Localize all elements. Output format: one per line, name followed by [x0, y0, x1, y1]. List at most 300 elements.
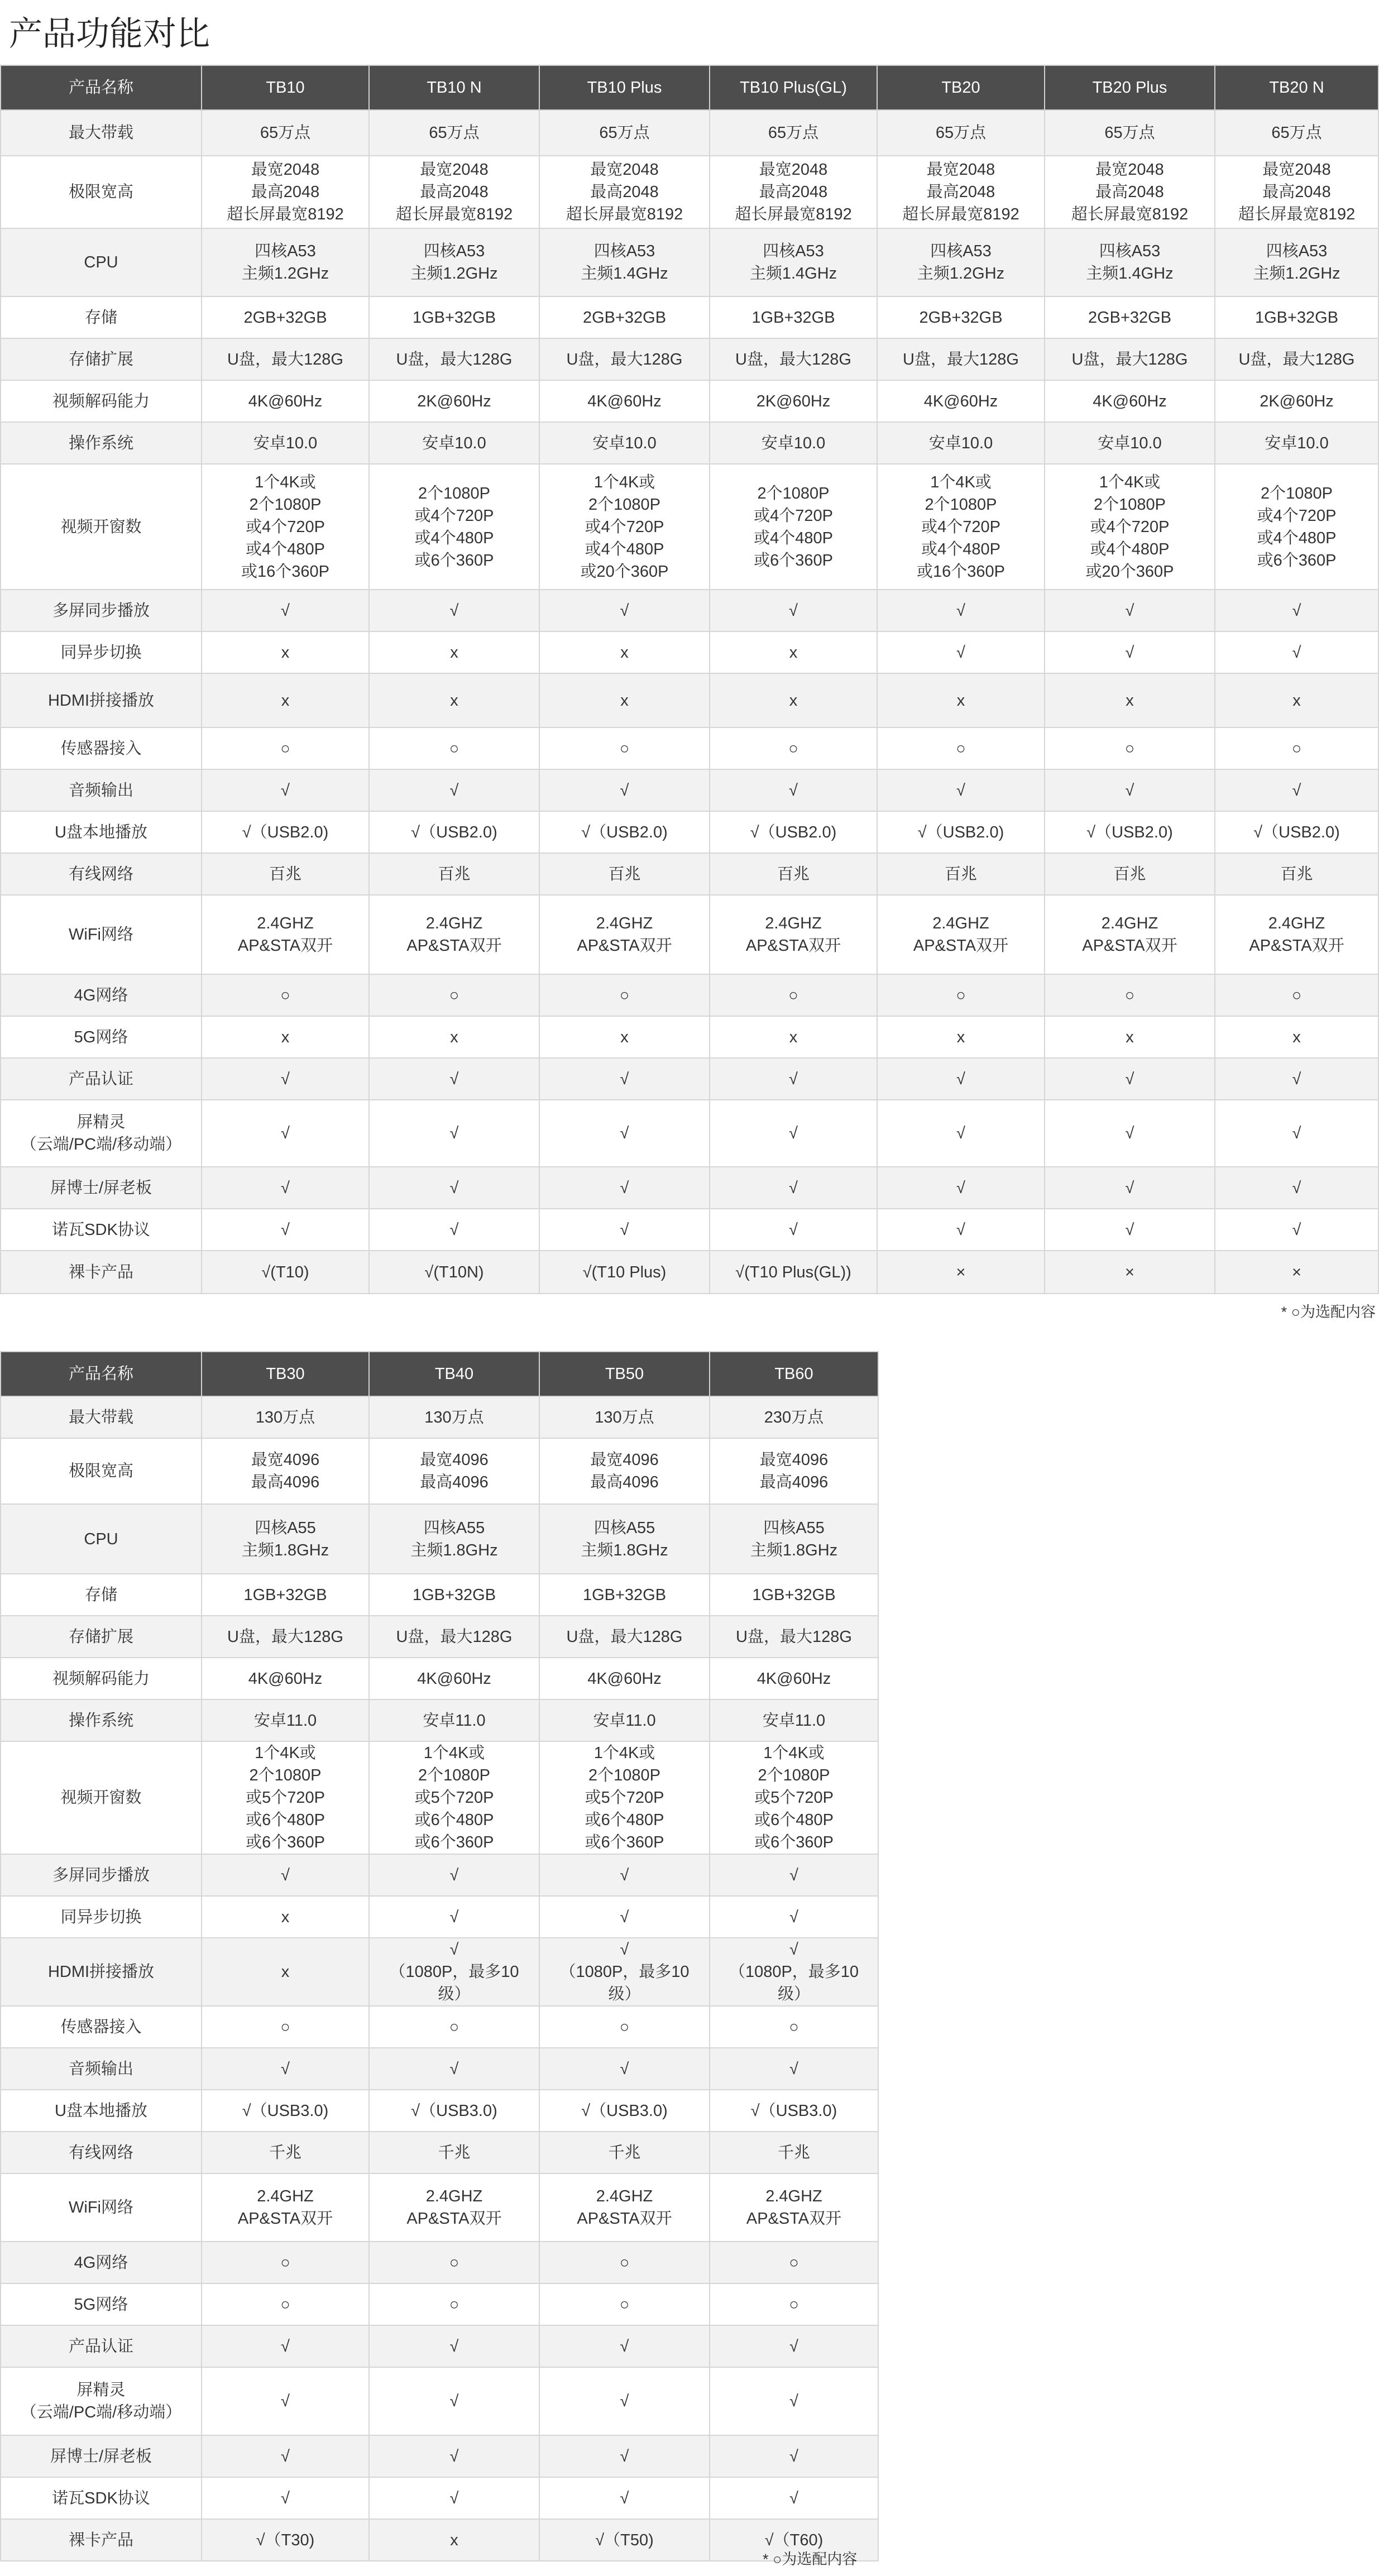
table-cell: x — [877, 1016, 1045, 1058]
table-row — [1, 2367, 878, 2435]
table-cell: √ — [1215, 631, 1378, 673]
row-label: 有线网络 — [1, 2132, 202, 2173]
header-cell-product: TB10 — [202, 65, 369, 110]
table-cell: 130万点 — [539, 1396, 710, 1438]
table-cell: 65万点 — [1215, 110, 1378, 156]
header-cell-product: TB60 — [710, 1352, 878, 1396]
table-cell: 最宽4096 最高4096 — [202, 1438, 369, 1504]
table-cell: 230万点 — [710, 1396, 878, 1438]
table-cell: ○ — [710, 974, 877, 1016]
table-row — [1, 1938, 878, 2006]
table-cell: 65万点 — [539, 110, 710, 156]
row-label: 诺瓦SDK协议 — [1, 1209, 202, 1251]
table-row — [1, 2325, 878, 2367]
table-row — [1, 1896, 878, 1938]
row-label: 视频解码能力 — [1, 380, 202, 422]
row-label: HDMI拼接播放 — [1, 1938, 202, 2006]
table-cell: √ — [202, 1209, 369, 1251]
table-cell: 1GB+32GB — [202, 1574, 369, 1616]
header-cell-product: TB30 — [202, 1352, 369, 1396]
table-cell: 1个4K或 2个1080P 或4个720P 或4个480P 或20个360P — [539, 464, 710, 590]
row-label: 屏精灵 （云端/PC端/移动端） — [1, 1100, 202, 1167]
table-cell: 四核A53 主频1.4GHz — [710, 228, 877, 296]
table-cell: 安卓10.0 — [1045, 422, 1215, 464]
header-cell-label: 产品名称 — [1, 1352, 202, 1396]
table-cell: √ — [710, 1209, 877, 1251]
table-cell: ○ — [539, 2283, 710, 2325]
table-row — [1, 1251, 1378, 1294]
table-cell: √ — [369, 1058, 539, 1100]
table-cell: 1个4K或 2个1080P 或4个720P 或4个480P 或20个360P — [1045, 464, 1215, 590]
table-cell: 1个4K或 2个1080P 或5个720P 或6个480P 或6个360P — [202, 1741, 369, 1854]
table-cell: 四核A55 主频1.8GHz — [369, 1504, 539, 1574]
table-row — [1, 2090, 878, 2132]
table-cell: × — [877, 1251, 1045, 1294]
table-cell: √（USB2.0) — [202, 811, 369, 853]
table-cell: 4K@60Hz — [202, 380, 369, 422]
table-cell: 130万点 — [369, 1396, 539, 1438]
table-cell: 最宽2048 最高2048 超长屏最宽8192 — [369, 156, 539, 228]
table-cell: 千兆 — [369, 2132, 539, 2173]
table-cell: U盘，最大128G — [710, 1616, 878, 1658]
table-row — [1, 156, 1378, 228]
table-row — [1, 673, 1378, 727]
table-row — [1, 974, 1378, 1016]
table-cell: ○ — [202, 727, 369, 769]
table-cell: 1GB+32GB — [710, 1574, 878, 1616]
table-cell: 安卓10.0 — [539, 422, 710, 464]
table-cell: √（T50) — [539, 2519, 710, 2561]
table-cell: 2.4GHZ AP&STA双开 — [1215, 895, 1378, 974]
table-cell: 安卓10.0 — [1215, 422, 1378, 464]
table-row — [1, 228, 1378, 296]
table-row — [1, 2048, 878, 2090]
table-cell: √(T10 Plus(GL)) — [710, 1251, 877, 1294]
table-row — [1, 853, 1378, 895]
table-cell: U盘，最大128G — [539, 1616, 710, 1658]
table-cell: √(T10N) — [369, 1251, 539, 1294]
table-cell: √ — [369, 1209, 539, 1251]
table-cell: ○ — [710, 2283, 878, 2325]
table-cell: x — [202, 1016, 369, 1058]
table-cell: × — [1215, 1251, 1378, 1294]
table-cell: 1个4K或 2个1080P 或5个720P 或6个480P 或6个360P — [369, 1741, 539, 1854]
table-row — [1, 1854, 878, 1896]
header-cell-product: TB20 N — [1215, 65, 1378, 110]
table-cell: 安卓11.0 — [369, 1699, 539, 1741]
row-label: 操作系统 — [1, 1699, 202, 1741]
row-label: 音频输出 — [1, 769, 202, 811]
table-cell: 最宽2048 最高2048 超长屏最宽8192 — [710, 156, 877, 228]
table-row — [1, 464, 1378, 590]
table-cell: √ — [877, 631, 1045, 673]
row-label: 传感器接入 — [1, 2006, 202, 2048]
table-cell: √ — [539, 2435, 710, 2477]
table-cell: √ — [1045, 590, 1215, 631]
table-cell: 130万点 — [202, 1396, 369, 1438]
table-row — [1, 2132, 878, 2173]
table-cell: 四核A53 主频1.2GHz — [369, 228, 539, 296]
table-cell: √ — [877, 590, 1045, 631]
table-cell: √ — [369, 2477, 539, 2519]
row-label: HDMI拼接播放 — [1, 673, 202, 727]
table-row — [1, 1100, 1378, 1167]
table-cell: 65万点 — [202, 110, 369, 156]
row-label: 视频开窗数 — [1, 1741, 202, 1854]
header-row — [1, 65, 1378, 110]
table-row — [1, 769, 1378, 811]
row-label: 产品认证 — [1, 1058, 202, 1100]
table-cell: ○ — [202, 974, 369, 1016]
table-row — [1, 338, 1378, 380]
table-cell: 百兆 — [369, 853, 539, 895]
table-cell: 安卓11.0 — [202, 1699, 369, 1741]
table-cell: x — [877, 673, 1045, 727]
row-label: CPU — [1, 1504, 202, 1574]
table-cell: √ — [1045, 1058, 1215, 1100]
table-cell: 百兆 — [877, 853, 1045, 895]
table-cell: √ — [710, 1167, 877, 1209]
table-row — [1, 1016, 1378, 1058]
table-cell: √ — [877, 1100, 1045, 1167]
table-cell: U盘，最大128G — [369, 1616, 539, 1658]
table-cell: √ — [539, 2367, 710, 2435]
table-cell: 4K@60Hz — [1045, 380, 1215, 422]
table-cell: ○ — [1215, 727, 1378, 769]
optional-note: * ○为选配内容 — [763, 2551, 858, 2568]
table-cell: √ — [369, 2435, 539, 2477]
table-cell: ○ — [877, 727, 1045, 769]
table-cell: 2个1080P 或4个720P 或4个480P 或6个360P — [1215, 464, 1378, 590]
row-label: 产品认证 — [1, 2325, 202, 2367]
table-cell: √（USB3.0) — [539, 2090, 710, 2132]
table-cell: ○ — [539, 974, 710, 1016]
table-cell: U盘，最大128G — [1045, 338, 1215, 380]
table-cell: √ — [539, 1854, 710, 1896]
table-cell: 2个1080P 或4个720P 或4个480P 或6个360P — [369, 464, 539, 590]
table-cell: √ — [369, 2048, 539, 2090]
row-label: 裸卡产品 — [1, 2519, 202, 2561]
table-cell: 安卓11.0 — [539, 1699, 710, 1741]
table-cell: x — [1045, 673, 1215, 727]
comparison-table-tb10-series — [0, 65, 1379, 1294]
table-cell: 1GB+32GB — [369, 1574, 539, 1616]
table-cell: √ — [710, 1896, 878, 1938]
header-cell-product: TB40 — [369, 1352, 539, 1396]
table-cell: 2.4GHZ AP&STA双开 — [1045, 895, 1215, 974]
table-cell: 2GB+32GB — [1045, 296, 1215, 338]
table-cell: U盘，最大128G — [1215, 338, 1378, 380]
table-cell: √（USB3.0) — [202, 2090, 369, 2132]
row-label: 同异步切换 — [1, 1896, 202, 1938]
table-cell: × — [1045, 1251, 1215, 1294]
table-cell: U盘，最大128G — [710, 338, 877, 380]
table-row — [1, 2242, 878, 2283]
table-cell: √ — [202, 590, 369, 631]
table-cell: x — [539, 1016, 710, 1058]
table-cell: ○ — [202, 2242, 369, 2283]
table-row — [1, 296, 1378, 338]
header-cell-product: TB10 N — [369, 65, 539, 110]
table-cell: 千兆 — [710, 2132, 878, 2173]
header-cell-label: 产品名称 — [1, 65, 202, 110]
table-cell: 1GB+32GB — [539, 1574, 710, 1616]
table-cell: √ — [539, 2325, 710, 2367]
table-cell: √ — [202, 1854, 369, 1896]
table-cell: √ — [710, 2048, 878, 2090]
page-title: 产品功能对比 — [9, 15, 210, 52]
header-cell-product: TB10 Plus — [539, 65, 710, 110]
table-cell: √ — [369, 2325, 539, 2367]
table-cell: ○ — [369, 727, 539, 769]
table-row — [1, 1616, 878, 1658]
table-cell: 2.4GHZ AP&STA双开 — [369, 895, 539, 974]
table-cell: √ — [202, 2325, 369, 2367]
table-cell: 1个4K或 2个1080P 或4个720P 或4个480P 或16个360P — [877, 464, 1045, 590]
table-cell: 百兆 — [1045, 853, 1215, 895]
table-cell: x — [202, 1896, 369, 1938]
table-cell: √ — [539, 1100, 710, 1167]
table-cell: √ — [1045, 769, 1215, 811]
table-cell: √ — [1215, 769, 1378, 811]
table-cell: √ — [539, 1896, 710, 1938]
table-cell: U盘，最大128G — [539, 338, 710, 380]
table-cell: 四核A53 主频1.4GHz — [539, 228, 710, 296]
row-label: 最大带载 — [1, 1396, 202, 1438]
table-cell: ○ — [1045, 727, 1215, 769]
table-cell: √（USB2.0) — [369, 811, 539, 853]
table-cell: 2.4GHZ AP&STA双开 — [877, 895, 1045, 974]
table-cell: √ — [1215, 1100, 1378, 1167]
table-cell: x — [202, 673, 369, 727]
table-cell: 四核A53 主频1.2GHz — [877, 228, 1045, 296]
table-row — [1, 1741, 878, 1854]
table-row — [1, 2006, 878, 2048]
table-cell: √ — [369, 2367, 539, 2435]
row-label: 视频解码能力 — [1, 1658, 202, 1699]
row-label: 4G网络 — [1, 2242, 202, 2283]
table-cell: √ — [1215, 1167, 1378, 1209]
table-cell: 4K@60Hz — [877, 380, 1045, 422]
table-cell: ○ — [710, 2242, 878, 2283]
table-row — [1, 1396, 878, 1438]
table-cell: x — [369, 631, 539, 673]
table-cell: √（USB2.0) — [539, 811, 710, 853]
row-label: 存储扩展 — [1, 338, 202, 380]
table-cell: √ — [710, 590, 877, 631]
table-row — [1, 1658, 878, 1699]
table-cell: ○ — [369, 974, 539, 1016]
table-cell: √ — [710, 1058, 877, 1100]
table-cell: 千兆 — [202, 2132, 369, 2173]
table-cell: √ — [877, 1167, 1045, 1209]
row-label: WiFi网络 — [1, 895, 202, 974]
table-cell: √ — [710, 1854, 878, 1896]
table-row — [1, 2435, 878, 2477]
table-cell: √(T10) — [202, 1251, 369, 1294]
table-cell: ○ — [877, 974, 1045, 1016]
row-label: 屏博士/屏老板 — [1, 2435, 202, 2477]
table-row — [1, 1574, 878, 1616]
row-label: 有线网络 — [1, 853, 202, 895]
table-row — [1, 631, 1378, 673]
table-cell: x — [202, 631, 369, 673]
table-row — [1, 2519, 878, 2561]
table-cell: √ — [202, 769, 369, 811]
table-cell: U盘，最大128G — [369, 338, 539, 380]
table-cell: x — [369, 673, 539, 727]
table-cell: √ — [369, 590, 539, 631]
header-cell-product: TB10 Plus(GL) — [710, 65, 877, 110]
row-label: 存储 — [1, 1574, 202, 1616]
table-cell: √ — [539, 1058, 710, 1100]
table-cell: 4K@60Hz — [539, 380, 710, 422]
table-cell: 2GB+32GB — [539, 296, 710, 338]
table-row — [1, 2173, 878, 2242]
table-cell: √ — [202, 2048, 369, 2090]
table-cell: 最宽2048 最高2048 超长屏最宽8192 — [202, 156, 369, 228]
table-cell: √ — [1045, 1167, 1215, 1209]
row-label: 同异步切换 — [1, 631, 202, 673]
table-cell: x — [369, 1016, 539, 1058]
table-cell: √（T30) — [202, 2519, 369, 2561]
table-cell: √ — [539, 2477, 710, 2519]
row-label: 视频开窗数 — [1, 464, 202, 590]
table-cell: 2GB+32GB — [202, 296, 369, 338]
table-cell: ○ — [369, 2283, 539, 2325]
table-cell: √ — [539, 1167, 710, 1209]
table-row — [1, 1699, 878, 1741]
table-cell: 安卓10.0 — [877, 422, 1045, 464]
row-label: 存储 — [1, 296, 202, 338]
table-cell: x — [369, 2519, 539, 2561]
table-cell: √（USB2.0) — [710, 811, 877, 853]
table-cell: √ — [539, 590, 710, 631]
table-cell: 四核A55 主频1.8GHz — [710, 1504, 878, 1574]
row-label: 裸卡产品 — [1, 1251, 202, 1294]
row-label: WiFi网络 — [1, 2173, 202, 2242]
table-row — [1, 895, 1378, 974]
table-cell: √ — [539, 2048, 710, 2090]
table-cell: 1GB+32GB — [710, 296, 877, 338]
table-cell: 百兆 — [1215, 853, 1378, 895]
table-cell: 安卓10.0 — [710, 422, 877, 464]
table-cell: x — [202, 1938, 369, 2006]
table-cell: √ — [1215, 1058, 1378, 1100]
table-cell: 4K@60Hz — [202, 1658, 369, 1699]
table-cell: 百兆 — [202, 853, 369, 895]
table-cell: 安卓11.0 — [710, 1699, 878, 1741]
row-label: 多屏同步播放 — [1, 1854, 202, 1896]
table-cell: 1个4K或 2个1080P 或4个720P 或4个480P 或16个360P — [202, 464, 369, 590]
table-cell: √（USB2.0) — [1215, 811, 1378, 853]
row-label: CPU — [1, 228, 202, 296]
row-label: 4G网络 — [1, 974, 202, 1016]
table-cell: ○ — [710, 727, 877, 769]
row-label: 5G网络 — [1, 2283, 202, 2325]
table-cell: √ — [1215, 590, 1378, 631]
row-label: U盘本地播放 — [1, 2090, 202, 2132]
table-cell: ○ — [539, 727, 710, 769]
table-cell: x — [1045, 1016, 1215, 1058]
table-cell: 2.4GHZ AP&STA双开 — [202, 895, 369, 974]
table-cell: √ （1080P，最多10 级） — [710, 1938, 878, 2006]
row-label: 诺瓦SDK协议 — [1, 2477, 202, 2519]
table-row — [1, 110, 1378, 156]
table-cell: √（USB2.0) — [877, 811, 1045, 853]
table-cell: 1GB+32GB — [1215, 296, 1378, 338]
table-cell: U盘，最大128G — [202, 338, 369, 380]
table-cell: 四核A53 主频1.4GHz — [1045, 228, 1215, 296]
row-label: 操作系统 — [1, 422, 202, 464]
table-row — [1, 811, 1378, 853]
table-cell: √ — [710, 2435, 878, 2477]
header-cell-product: TB50 — [539, 1352, 710, 1396]
table-row — [1, 1209, 1378, 1251]
table-cell: 1个4K或 2个1080P 或5个720P 或6个480P 或6个360P — [539, 1741, 710, 1854]
table-cell: √ — [369, 1100, 539, 1167]
table-cell: 千兆 — [539, 2132, 710, 2173]
row-label: 屏精灵 （云端/PC端/移动端） — [1, 2367, 202, 2435]
table-cell: ○ — [539, 2006, 710, 2048]
table-cell: ○ — [369, 2242, 539, 2283]
row-label: U盘本地播放 — [1, 811, 202, 853]
table-cell: 2.4GHZ AP&STA双开 — [710, 895, 877, 974]
table-cell: 最宽4096 最高4096 — [369, 1438, 539, 1504]
table-cell: √ — [877, 1058, 1045, 1100]
table-cell: 2K@60Hz — [369, 380, 539, 422]
table-cell: 1个4K或 2个1080P 或5个720P 或6个480P 或6个360P — [710, 1741, 878, 1854]
table-cell: 百兆 — [539, 853, 710, 895]
table-cell: 2K@60Hz — [1215, 380, 1378, 422]
table-row — [1, 1167, 1378, 1209]
table-row — [1, 1058, 1378, 1100]
table-cell: 2.4GHZ AP&STA双开 — [369, 2173, 539, 2242]
table-cell: 百兆 — [710, 853, 877, 895]
table-cell: √ — [369, 769, 539, 811]
table-cell: ○ — [539, 2242, 710, 2283]
optional-note: * ○为选配内容 — [1281, 1304, 1376, 1320]
table-cell: √ — [1045, 1100, 1215, 1167]
table-cell: √ — [369, 1854, 539, 1896]
table-cell: U盘，最大128G — [877, 338, 1045, 380]
table-cell: √ — [877, 769, 1045, 811]
table-cell: 65万点 — [877, 110, 1045, 156]
table-row — [1, 1504, 878, 1574]
row-label: 5G网络 — [1, 1016, 202, 1058]
table-cell: √ — [877, 1209, 1045, 1251]
table-cell: x — [710, 1016, 877, 1058]
table-row — [1, 590, 1378, 631]
table-row — [1, 1438, 878, 1504]
row-label: 屏博士/屏老板 — [1, 1167, 202, 1209]
table-cell: √ — [202, 1058, 369, 1100]
table-cell: 四核A53 主频1.2GHz — [1215, 228, 1378, 296]
table-cell: 四核A55 主频1.8GHz — [539, 1504, 710, 1574]
table-cell: √(T10 Plus) — [539, 1251, 710, 1294]
table-cell: 最宽2048 最高2048 超长屏最宽8192 — [1215, 156, 1378, 228]
table-cell: √ — [369, 1896, 539, 1938]
table-cell: ○ — [202, 2283, 369, 2325]
table-cell: ○ — [1215, 974, 1378, 1016]
table-cell: 2.4GHZ AP&STA双开 — [710, 2173, 878, 2242]
table-cell: √ — [1045, 631, 1215, 673]
table-cell: 65万点 — [710, 110, 877, 156]
table-cell: √ — [710, 1100, 877, 1167]
header-cell-product: TB20 Plus — [1045, 65, 1215, 110]
table-row — [1, 727, 1378, 769]
comparison-table-tb30-series — [0, 1351, 879, 2561]
